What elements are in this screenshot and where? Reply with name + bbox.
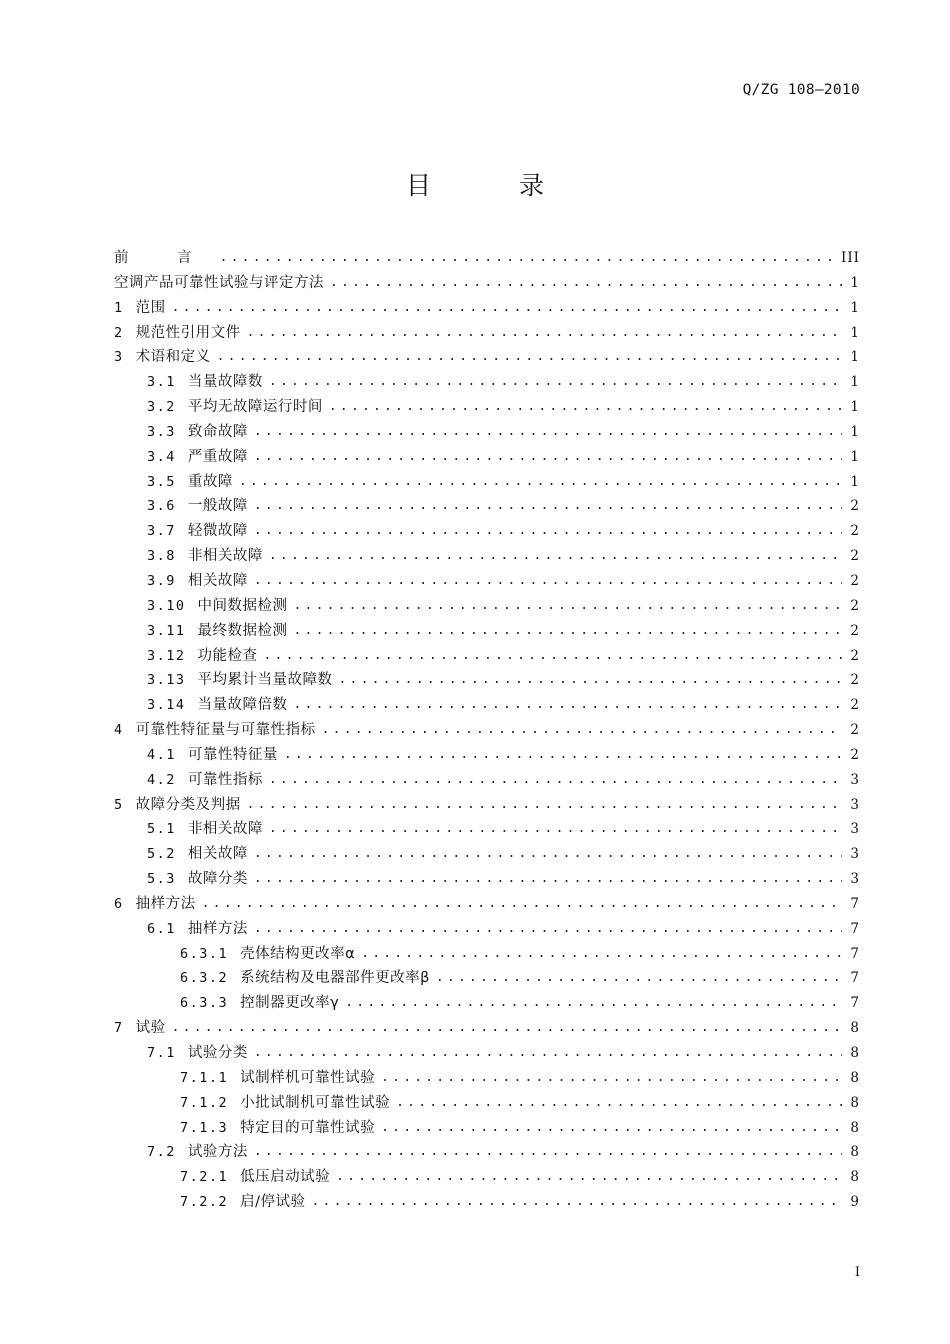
toc-entry[interactable] [114,842,860,867]
toc-entry-number: 6.3.2 [180,970,229,987]
toc-entry-number: 4 [114,722,124,739]
toc-dot-leader [247,321,843,346]
toc-entry-title: 抽样方法 [135,895,196,912]
toc-entry[interactable] [114,743,860,768]
toc-entry-number: 3.12 [147,647,186,664]
toc-entry[interactable] [114,644,860,669]
toc-entry-page: 2 [850,523,860,540]
toc-dot-leader [254,867,843,892]
toc-entry[interactable] [114,1066,860,1091]
toc-entry-page: 7 [850,945,860,962]
toc-dot-leader [254,917,843,942]
toc-entry-title: 可靠性特征量 [187,746,278,763]
toc-dot-leader [381,1066,842,1091]
toc-entry-page: 8 [850,1045,860,1061]
toc-entry-number: 4.2 [147,771,176,788]
toc-dot-leader [269,817,843,842]
toc-entry-page: 7 [850,970,860,987]
toc-entry[interactable] [114,569,860,594]
toc-entry-number: 1 [114,299,124,316]
toc-dot-leader [269,544,843,569]
toc-dot-leader [284,743,843,768]
toc-dot-leader [339,668,843,693]
toc-entry-page: 2 [850,672,860,689]
toc-entry-number: 7.2.2 [180,1194,229,1211]
toc-entry-number: 7 [114,1020,124,1037]
toc-entry-page: 8 [850,1020,860,1037]
toc-dot-leader [254,519,843,544]
toc-entry-number: 3.2 [147,399,176,416]
toc-entry-page: 1 [850,448,860,465]
toc-entry[interactable] [114,519,860,544]
toc-dot-leader [254,494,843,519]
toc-dot-leader [217,345,843,370]
toc-entry-page: 1 [850,349,860,366]
toc-entry-number: 3 [114,349,124,366]
toc-entry-number: 7.1.1 [180,1069,229,1086]
toc-entry[interactable] [114,271,860,296]
table-of-contents [114,246,860,1215]
toc-entry-page: 2 [850,722,860,739]
toc-entry-number: 6.3.3 [180,995,229,1012]
toc-entry-title: 严重故障 [187,448,248,465]
toc-entry-title: 启/停试验 [240,1194,306,1211]
toc-dot-leader [322,718,843,743]
toc-entry[interactable] [114,768,860,793]
toc-entry[interactable] [114,494,860,519]
toc-entry-number: 3.5 [147,473,176,490]
toc-dot-leader [247,793,843,818]
page-number: I [854,1265,860,1280]
toc-entry-title: 当量故障数 [187,374,263,391]
toc-entry-page: III [841,250,860,266]
toc-dot-leader [172,296,843,321]
toc-entry-page: 8 [850,1144,860,1161]
toc-entry-page: 1 [850,399,860,416]
toc-dot-leader [381,1116,842,1141]
toc-entry-page: 1 [850,274,860,291]
toc-entry-number: 3.3 [147,423,176,440]
toc-entry-number: 3.4 [147,448,176,465]
toc-entry-title: 小批试制机可靠性试验 [240,1094,391,1111]
toc-entry-number: 5.2 [147,846,176,863]
toc-dot-leader [254,842,843,867]
toc-entry-page: 1 [850,374,860,391]
toc-dot-leader [269,768,843,793]
toc-entry-page: 2 [850,697,860,714]
toc-entry-number: 6 [114,895,124,912]
toc-dot-leader [254,445,843,470]
toc-entry[interactable] [114,867,860,892]
toc-entry-page: 1 [850,324,860,341]
toc-entry-number: 7.1 [147,1045,176,1061]
toc-entry-page: 7 [850,895,860,912]
toc-entry-title: 平均无故障运行时间 [187,399,323,416]
toc-entry-page: 8 [850,1169,860,1186]
toc-dot-leader [254,1041,843,1066]
toc-entry-title: 当量故障倍数 [197,697,288,714]
toc-entry[interactable] [114,345,860,370]
toc-entry-title: 平均累计当量故障数 [197,672,333,689]
toc-entry-page: 2 [850,597,860,614]
toc-dot-leader [254,569,843,594]
toc-entry-title: 可靠性指标 [187,771,263,788]
toc-entry[interactable] [114,395,860,420]
toc-entry-page: 2 [850,622,860,639]
toc-entry-title: 试验 [135,1020,166,1037]
toc-dot-leader [294,693,843,718]
toc-entry-number: 3.13 [147,672,186,689]
toc-entry-page: 2 [850,746,860,763]
toc-entry-number: 3.10 [147,597,186,614]
toc-entry-title: 控制器更改率γ [240,995,340,1012]
toc-entry-title: 中间数据检测 [197,597,288,614]
toc-entry-number: 2 [114,324,124,341]
toc-entry-title: 试验方法 [187,1144,248,1161]
toc-title: 目 录 [406,171,584,200]
toc-entry-number: 3.14 [147,697,186,714]
toc-entry[interactable] [114,817,860,842]
toc-entry[interactable] [114,892,860,917]
toc-entry-page: 2 [850,647,860,664]
toc-entry-page: 2 [850,572,860,589]
toc-entry-page: 1 [850,423,860,440]
toc-entry[interactable] [114,668,860,693]
toc-entry-title: 相关故障 [187,572,248,589]
toc-entry[interactable] [114,693,860,718]
toc-entry-number: 5.1 [147,821,176,838]
toc-entry-page: 3 [850,821,860,838]
toc-entry-title: 空调产品可靠性试验与评定方法 [114,274,324,291]
toc-dot-leader [294,619,843,644]
toc-entry-page: 9 [850,1194,860,1211]
toc-entry-page: 3 [850,796,860,813]
toc-entry-page: 2 [850,548,860,565]
toc-entry-page: 8 [850,1094,860,1111]
toc-dot-leader [264,644,843,669]
toc-entry[interactable] [114,594,860,619]
toc-entry[interactable] [114,793,860,818]
toc-dot-leader [436,966,843,991]
toc-dot-leader [202,892,843,917]
toc-entry-number: 3.8 [147,548,176,565]
toc-dot-leader [361,942,842,967]
toc-entry-number: 3.7 [147,523,176,540]
toc-dot-leader [396,1091,842,1116]
toc-entry-number: 3.1 [147,374,176,391]
toc-entry-page: 2 [850,498,860,515]
toc-dot-leader [294,594,843,619]
toc-dot-leader [254,420,843,445]
toc-entry-title: 低压启动试验 [240,1169,331,1186]
toc-entry[interactable] [114,1016,860,1041]
toc-entry-title: 试制样机可靠性试验 [240,1069,376,1086]
toc-entry-title: 壳体结构更改率α [240,945,356,962]
toc-entry[interactable] [114,1116,860,1141]
toc-entry[interactable] [114,321,860,346]
toc-dot-leader [329,395,843,420]
toc-entry-title: 功能检查 [197,647,258,664]
toc-entry-title: 规范性引用文件 [135,324,241,341]
toc-entry-number: 6.3.1 [180,945,229,962]
toc-entry-page: 3 [850,771,860,788]
toc-dot-leader [330,271,842,296]
toc-entry-number: 7.2 [147,1144,176,1161]
toc-entry-title: 重故障 [187,473,233,490]
toc-dot-leader [345,991,842,1016]
toc-dot-leader [312,1190,843,1215]
toc-entry-title: 系统结构及电器部件更改率β [240,970,430,987]
toc-entry[interactable] [114,246,860,271]
toc-entry-number: 7.2.1 [180,1169,229,1186]
toc-entry-title: 非相关故障 [187,821,263,838]
toc-entry-number: 4.1 [147,746,176,763]
toc-entry-title: 术语和定义 [135,349,211,366]
toc-entry[interactable] [114,470,860,495]
toc-entry-page: 7 [850,920,860,937]
toc-entry-title: 特定目的可靠性试验 [240,1119,376,1136]
toc-entry[interactable] [114,544,860,569]
toc-entry-number: 6.1 [147,920,176,937]
toc-entry[interactable] [114,445,860,470]
toc-entry-number: 3.6 [147,498,176,515]
toc-entry[interactable] [114,718,860,743]
document-code: Q/ZG 108—2010 [742,82,860,98]
toc-entry-title: 抽样方法 [187,920,248,937]
toc-entry-number: 5.3 [147,871,176,888]
toc-entry-title: 非相关故障 [187,548,263,565]
toc-entry[interactable] [114,1190,860,1215]
toc-dot-leader [336,1165,842,1190]
toc-entry-page: 3 [850,871,860,888]
toc-entry-page: 3 [850,846,860,863]
toc-entry-number: 7.1.3 [180,1119,229,1136]
toc-entry[interactable] [114,942,860,967]
toc-entry[interactable] [114,370,860,395]
toc-dot-leader [220,246,833,271]
toc-entry-number: 7.1.2 [180,1094,229,1111]
toc-entry[interactable] [114,917,860,942]
toc-entry-title: 一般故障 [187,498,248,515]
toc-entry[interactable] [114,1091,860,1116]
toc-entry-title: 前 言 [114,250,214,266]
toc-entry-title: 致命故障 [187,423,248,440]
toc-entry[interactable] [114,619,860,644]
toc-entry-page: 8 [850,1119,860,1136]
toc-entry-number: 5 [114,796,124,813]
toc-entry[interactable] [114,991,860,1016]
toc-entry[interactable] [114,296,860,321]
toc-entry-title: 可靠性特征量与可靠性指标 [135,722,316,739]
toc-entry-page: 1 [850,299,860,316]
toc-entry-title: 故障分类 [187,871,248,888]
toc-entry-page: 8 [850,1069,860,1086]
toc-entry[interactable] [114,420,860,445]
toc-entry-title: 最终数据检测 [197,622,288,639]
toc-entry[interactable] [114,1165,860,1190]
toc-entry-number: 3.11 [147,622,186,639]
toc-entry[interactable] [114,1041,860,1066]
toc-entry-title: 相关故障 [187,846,248,863]
toc-dot-leader [254,1140,843,1165]
toc-dot-leader [172,1016,843,1041]
toc-entry[interactable] [114,1140,860,1165]
toc-entry[interactable] [114,966,860,991]
toc-dot-leader [269,370,843,395]
toc-entry-page: 7 [850,995,860,1012]
toc-entry-title: 故障分类及判据 [135,796,241,813]
toc-entry-page: 1 [850,473,860,490]
toc-entry-number: 3.9 [147,572,176,589]
toc-entry-title: 范围 [135,299,166,316]
toc-entry-title: 试验分类 [187,1045,248,1061]
toc-entry-title: 轻微故障 [187,523,248,540]
toc-dot-leader [239,470,843,495]
